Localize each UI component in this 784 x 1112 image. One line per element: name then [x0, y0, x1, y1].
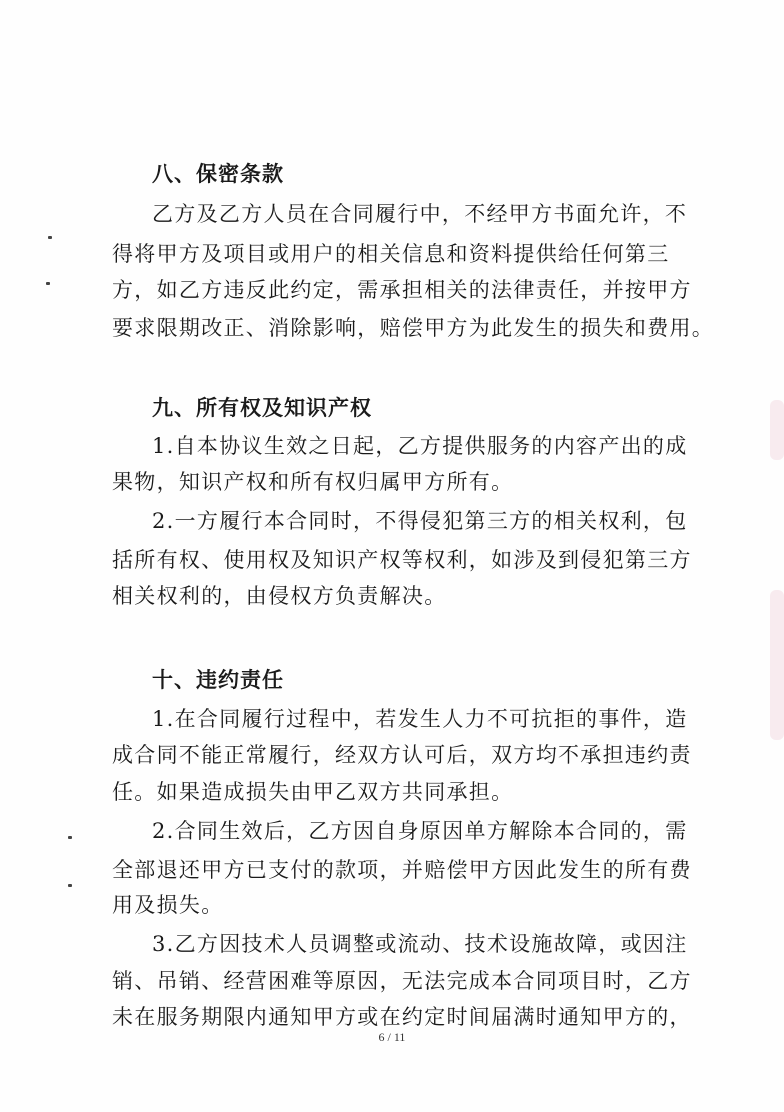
section-heading: 九、所有权及知识产权 [152, 395, 372, 420]
paragraph-line: 得将甲方及项目或用户的相关信息和资料提供给任何第三 [112, 242, 670, 266]
paragraph-line: 1.在合同履行过程中，若发生人力不可抗拒的事件，造 [152, 707, 688, 731]
scan-mark [48, 236, 52, 239]
paragraph-line: 要求限期改正、消除影响，赔偿甲方为此发生的损失和费用。 [112, 316, 715, 340]
section-heading: 八、保密条款 [152, 161, 284, 186]
paragraph-line: 2.一方履行本合同时，不得侵犯第三方的相关权利，包 [152, 509, 688, 533]
paragraph-line: 成合同不能正常履行，经双方认可后，双方均不承担违约责 [112, 743, 692, 767]
seal-bleed [770, 400, 784, 460]
paragraph-line: 未在服务期限内通知甲方或在约定时间届满时通知甲方的， [112, 1005, 692, 1029]
paragraph-line: 销、吊销、经营困难等原因，无法完成本合同项目时，乙方 [112, 969, 692, 993]
scan-mark [68, 884, 72, 887]
scan-mark [46, 282, 50, 285]
paragraph-line: 方，如乙方违反此约定，需承担相关的法律责任，并按甲方 [112, 278, 692, 302]
paragraph-line: 1.自本协议生效之日起，乙方提供服务的内容产出的成 [152, 434, 688, 458]
paragraph-line: 乙方及乙方人员在合同履行中，不经甲方书面允许，不 [152, 202, 688, 226]
seal-bleed [770, 590, 784, 740]
section-heading: 十、违约责任 [152, 667, 284, 692]
scan-mark [68, 836, 72, 839]
paragraph-line: 相关权利的，由侵权方负责解决。 [112, 584, 447, 608]
paragraph-line: 括所有权、使用权及知识产权等权利，如涉及到侵犯第三方 [112, 548, 692, 572]
paragraph-line: 3.乙方因技术人员调整或流动、技术设施故障，或因注 [152, 932, 688, 956]
paragraph-line: 2.合同生效后，乙方因自身原因单方解除本合同的，需 [152, 819, 688, 843]
paragraph-line: 任。如果造成损失由甲乙双方共同承担。 [112, 780, 514, 804]
paragraph-line: 用及损失。 [112, 893, 224, 917]
page-number: 6 / 11 [378, 1030, 406, 1044]
paragraph-line: 全部退还甲方已支付的款项，并赔偿甲方因此发生的所有费 [112, 858, 692, 882]
paragraph-line: 果物，知识产权和所有权归属甲方所有。 [112, 470, 514, 494]
